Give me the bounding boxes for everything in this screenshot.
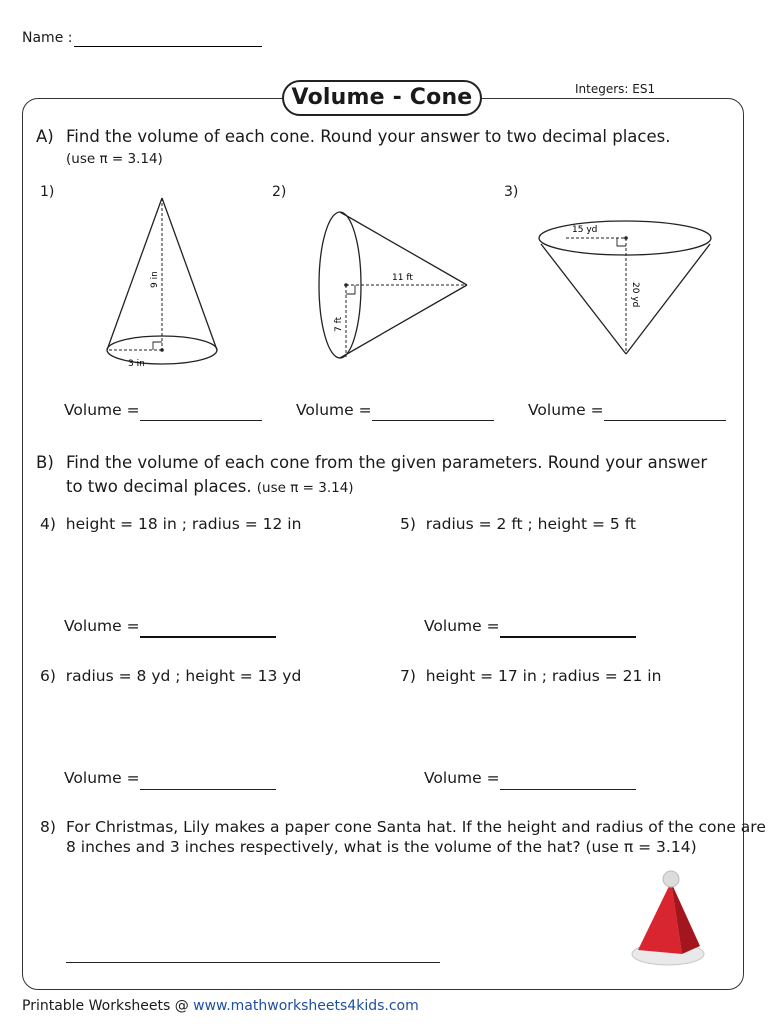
problem-7-answer-blank[interactable]: [500, 789, 636, 790]
problem-5-volume-label: Volume =: [424, 617, 500, 635]
problem-6-text: radius = 8 yd ; height = 13 yd: [65, 667, 302, 685]
cone-1-height-label: 9 in: [150, 271, 160, 288]
problem-8-answer-blank[interactable]: [66, 962, 440, 963]
worksheet-title: Volume - Cone: [282, 80, 482, 116]
problem-2-answer-blank[interactable]: [372, 420, 494, 421]
problem-3-answer-blank[interactable]: [604, 420, 726, 421]
cone-2-slant-bottom: [340, 285, 467, 358]
problem-6-answer-blank[interactable]: [140, 789, 276, 790]
section-b-instruction-line2-wrap: [66, 476, 354, 498]
problem-5-number: 5): [400, 515, 416, 533]
problem-1-number: 1): [40, 184, 55, 200]
problem-4-row: [40, 515, 301, 533]
footer-link[interactable]: www.mathworksheets4kids.com: [193, 998, 419, 1014]
problem-8-line2: 8 inches and 3 inches respectively, what is the volume of the hat? (use π = 3.14): [66, 838, 697, 856]
name-blank[interactable]: [74, 46, 262, 47]
problem-7-volume-label: Volume =: [424, 769, 500, 787]
problem-6-volume-label: Volume =: [64, 769, 140, 787]
problem-7-number: 7): [400, 667, 416, 685]
problem-2-volume-label: Volume =: [296, 401, 372, 419]
problem-4-number: 4): [40, 515, 56, 533]
problem-3-number: 3): [504, 184, 519, 200]
problem-4-volume-label: Volume =: [64, 617, 140, 635]
cone-3-center: [624, 236, 628, 240]
hat-pompom: [663, 871, 679, 887]
problem-1-answer-blank[interactable]: [140, 420, 262, 421]
section-a-letter: A): [36, 127, 54, 146]
cone-3-diagram: [536, 214, 718, 360]
problem-8-line1: For Christmas, Lily makes a paper cone Santa hat. If the height and radius of the cone are: [66, 818, 766, 836]
worksheet-code: Integers: ES1: [575, 82, 656, 96]
problem-7-text: height = 17 in ; radius = 21 in: [425, 667, 662, 685]
cone-1-diagram: [100, 192, 226, 372]
cone-3-right-angle: [617, 238, 626, 246]
problem-5-answer-blank[interactable]: [500, 636, 636, 638]
name-label: Name :: [22, 30, 73, 46]
cone-2-radius-label: 7 ft: [334, 316, 344, 332]
cone-1-center: [160, 348, 164, 352]
cone-1-right-angle: [153, 342, 162, 350]
problem-6-row: [40, 667, 301, 685]
section-b-instruction-line2: to two decimal places.: [66, 477, 252, 496]
footer: [22, 998, 419, 1014]
cone-1-slant-right: [162, 198, 217, 350]
footer-prefix: Printable Worksheets @: [22, 998, 189, 1014]
cone-2-center: [344, 283, 348, 287]
cone-1-radius-label: 3 in: [128, 359, 145, 369]
section-b-note: (use π = 3.14): [256, 480, 354, 496]
section-b-instruction-line1: Find the volume of each cone from the given parameters. Round your answer: [66, 453, 708, 472]
santa-hat-illustration: [626, 868, 710, 972]
cone-3-radius-label: 15 yd: [572, 225, 598, 235]
problem-1-volume-label: Volume =: [64, 401, 140, 419]
cone-2-right-angle: [346, 285, 355, 294]
cone-3-slant-left: [541, 244, 626, 354]
problem-3-volume-label: Volume =: [528, 401, 604, 419]
problem-7-row: [400, 667, 661, 685]
problem-6-number: 6): [40, 667, 56, 685]
problem-4-text: height = 18 in ; radius = 12 in: [65, 515, 302, 533]
cone-3-height-label: 20 yd: [630, 282, 640, 308]
problem-5-text: radius = 2 ft ; height = 5 ft: [425, 515, 636, 533]
problem-4-answer-blank[interactable]: [140, 636, 276, 638]
section-b-letter: B): [36, 453, 54, 472]
cone-2-diagram: [312, 206, 476, 366]
section-a-note: (use π = 3.14): [66, 151, 163, 167]
cone-2-height-label: 11 ft: [392, 273, 413, 283]
problem-8-number: 8): [40, 818, 56, 836]
section-a-instruction: Find the volume of each cone. Round your answer to two decimal places.: [66, 127, 671, 146]
problem-5-row: [400, 515, 636, 533]
problem-2-number: 2): [272, 184, 287, 200]
